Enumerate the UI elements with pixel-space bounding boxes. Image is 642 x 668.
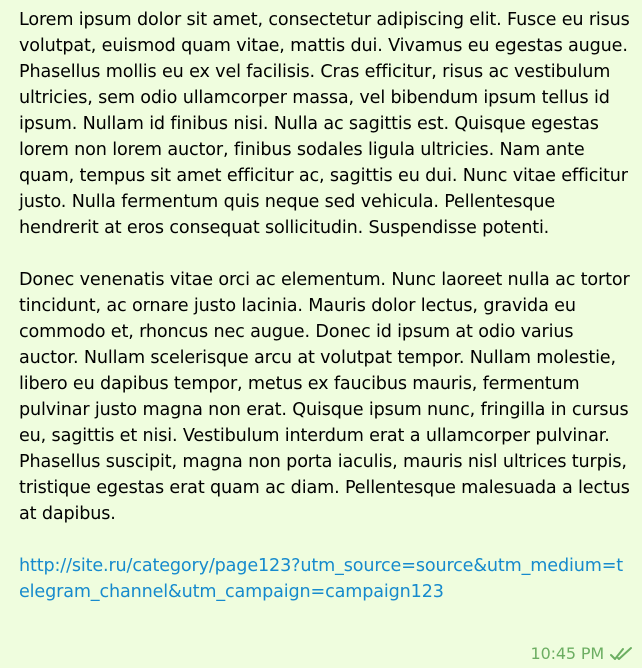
message-paragraph-1: Lorem ipsum dolor sit amet, consectetur adipiscing elit. Fusce eu risus volutpat, euismod quam vitae, mattis dui. Vivamus eu egestas augue. Phasellus mollis eu ex vel facilisis. Cras efficitur, risus ac vestibulum ultricies, sem odio ullamcorper massa, vel bibendum ipsum tellus id ipsum. Nullam id finibus nisi. Nulla ac sagittis est. Quisque egestas lorem non lorem auctor, finibus sodales ligula ultricies. Nam ante quam, tempus sit amet efficitur ac, sagittis eu dui. Nunc vitae efficitur justo. Nulla fermentum quis neque sed vehicula. Pellentesque hendrerit at eros consequat sollicitudin. Suspendisse potenti. [19,10,630,238]
message-link[interactable]: http://site.ru/category/page123?utm_source=source&utm_medium=telegram_channel&utm_campaign=campaign123 [19,556,624,602]
message-meta [531,642,634,666]
message-text [19,7,632,605]
message-time: 10:45 PM [530,644,604,663]
message-paragraph-2: Donec venenatis vitae orci ac elementum. Nunc laoreet nulla ac tortor tincidunt, ac ornare justo lacinia. Mauris dolor lectus, gravida eu commodo et, rhoncus nec augue. Donec id ipsum at odio varius auctor. Nullam scelerisque arcu at volutpat tempor. Nullam molestie, libero eu dapibus tempor, metus ex faucibus mauris, fermentum pulvinar justo magna non erat. Quisque ipsum nunc, fringilla in cursus eu, sagittis et nisi. Vestibulum interdum erat a ullamcorper pulvinar. Phasellus suscipit, magna non porta iaculis, mauris nisl ultrices turpis, tristique egestas erat quam ac diam. Pellentesque malesuada a lectus at dapibus. [19,270,630,524]
double-check-icon [610,646,634,662]
